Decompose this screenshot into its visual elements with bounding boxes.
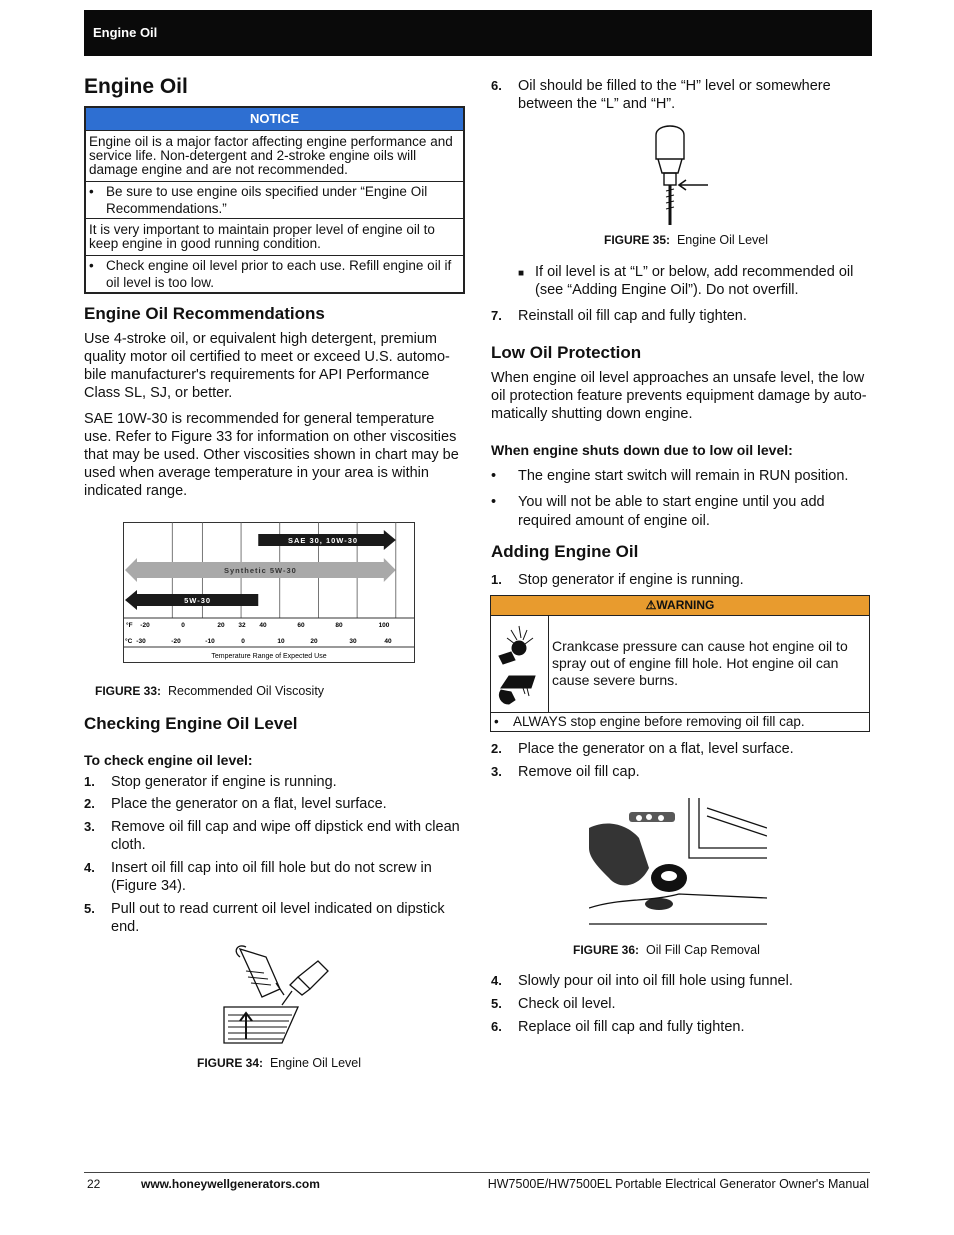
list-item: 4. Slowly pour oil into oil fill hole using funnel.	[491, 973, 793, 989]
notice-box	[84, 106, 465, 294]
checking-heading: Checking Engine Oil Level	[84, 714, 298, 733]
chart-tick-label-f: 100	[378, 622, 390, 629]
low-oil-heading: Low Oil Protection	[491, 343, 642, 362]
adding-heading: Adding Engine Oil	[491, 542, 639, 561]
chart-xlabel: Temperature Range of Expected Use	[211, 653, 327, 660]
adding-steps-a	[491, 740, 869, 781]
warning-text: Crankcase pressure can cause hot engine oil to spray out of engine fill hole. Hot engine oil can cause severe burns.	[552, 638, 848, 688]
footer-website-link[interactable]: www.honeywellgenerators.com	[141, 1177, 320, 1191]
list-item: 6. Oil should be filled to the “H” level or somewhere between the “L” and “H”.	[491, 78, 831, 112]
chart-unit-label-f: °F	[126, 622, 133, 629]
figure-35-caption: FIGURE 35: Engine Oil Level	[604, 233, 768, 247]
chart-tick-label-f: -20	[140, 622, 150, 629]
hot-spray-icon	[491, 616, 548, 712]
chart-tick-label-f: 40	[259, 622, 267, 629]
checking-steps	[84, 773, 461, 936]
level-pointer-arrow-icon	[679, 180, 708, 190]
list-item: • You will not be able to start engine until you add required amount of engine oil.	[491, 494, 825, 529]
figure-36-caption: FIGURE 36: Oil Fill Cap Removal	[573, 943, 760, 957]
right-step-6	[491, 77, 869, 113]
chart-tick-label-c: 40	[384, 638, 392, 645]
list-item: 1. Stop generator if engine is running.	[491, 572, 744, 588]
figure-34-illustration	[218, 943, 333, 1045]
warning-box	[490, 595, 870, 732]
recommendations-paragraph-2: SAE 10W-30 is recommended for general temperature use. Refer to Figure 33 for information on other viscosities that may be used. Other viscosities shown in chart may be used when average temperature in your area is within indicated range.	[84, 411, 459, 499]
list-item: 4. Insert oil fill cap into oil fill hole but do not screw in (Figure 34).	[84, 860, 432, 894]
figure-36-illustration	[589, 798, 767, 932]
section-header-bar	[84, 10, 872, 56]
page-title: Engine Oil	[84, 75, 188, 98]
low-oil-bullets	[491, 467, 869, 531]
engine-block	[224, 1007, 298, 1043]
footer-page-number: 22	[87, 1177, 101, 1191]
square-bullet-icon: ■	[518, 268, 525, 279]
low-oil-subheading: When engine shuts down due to low oil level:	[491, 442, 793, 458]
square-bullet-item: ■ If oil level is at “L” or below, add recommended oil (see “Adding Engine Oil”). Do not overfill.	[518, 264, 854, 298]
figure-35-illustration	[650, 121, 710, 229]
viscosity-bar-label: Synthetic 5W-30	[224, 566, 297, 575]
low-oil-paragraph: When engine oil level approaches an unsafe level, the low oil protection feature prevents equipment damage by auto-matically shutting down engine.	[491, 370, 867, 422]
warning-triangle-icon: ⚠	[645, 598, 657, 612]
dipstick-cap-body	[656, 126, 684, 159]
list-item: 3. Remove oil fill cap and wipe off dipstick end with clean cloth.	[84, 819, 460, 853]
viscosity-bar-label: 5W-30	[184, 596, 212, 605]
list-item: 5. Pull out to read current oil level indicated on dipstick end.	[84, 901, 445, 935]
figure-34-caption: FIGURE 34: Engine Oil Level	[197, 1056, 361, 1070]
level-arrow-icon	[240, 1013, 252, 1039]
notice-paragraph: It is very important to maintain proper level of engine oil to keep engine in good running condition.	[86, 219, 463, 256]
footer-manual-title: HW7500E/HW7500EL Portable Electrical Generator Owner's Manual	[487, 1177, 869, 1191]
viscosity-bar-label: SAE 30, 10W-30	[287, 536, 359, 545]
notice-paragraph: Engine oil is a major factor affecting engine performance and service life. Non-detergent and 2-stroke engine oils will damage engine and are not recommended.	[86, 131, 463, 182]
list-item: 5. Check oil level.	[491, 996, 616, 1012]
list-item: 7. Reinstall oil fill cap and fully tighten.	[491, 308, 747, 324]
notice-bullet: • Be sure to use engine oils specified under “Engine Oil Recommendations.”	[86, 182, 463, 219]
warning-bullet: • ALWAYS stop engine before removing oil fill cap.	[494, 714, 805, 729]
chart-tick-label-f: 20	[217, 622, 225, 629]
chart-tick-label-f: 0	[181, 622, 185, 629]
list-item: 3. Remove oil fill cap.	[491, 764, 640, 780]
chart-tick-label-c: -30	[136, 638, 146, 645]
chart-tick-label-f: 80	[335, 622, 343, 629]
warning-icons	[491, 616, 549, 712]
figure-33-caption: FIGURE 33: Recommended Oil Viscosity	[95, 684, 325, 698]
adding-step-1	[491, 571, 869, 589]
dipstick-cap	[298, 961, 328, 989]
list-item: 2. Place the generator on a flat, level surface.	[84, 796, 387, 812]
chart-tick-label-c: 0	[241, 638, 245, 645]
recommendations-heading: Engine Oil Recommendations	[84, 304, 325, 323]
adding-steps-b	[491, 972, 869, 1036]
chart-tick-label-f: 60	[297, 622, 305, 629]
checking-subheading: To check engine oil level:	[84, 752, 253, 768]
chart-tick-label-c: -10	[205, 638, 215, 645]
list-item: 6. Replace oil fill cap and fully tighten.	[491, 1019, 745, 1035]
warning-header: ⚠WARNING	[491, 596, 869, 616]
list-item: • The engine start switch will remain in RUN position.	[491, 468, 849, 484]
chart-tick-label-c: 30	[349, 638, 357, 645]
notice-bullet: • Check engine oil level prior to each use. Refill engine oil if oil level is too low.	[89, 258, 452, 290]
chart-tick-label-c: -20	[171, 638, 181, 645]
chart-tick-label-c: 10	[277, 638, 285, 645]
right-step-7	[491, 307, 869, 325]
chart-tick-label-f: 32	[238, 622, 246, 629]
chart-tick-label-c: 20	[310, 638, 318, 645]
notice-header: NOTICE	[86, 108, 463, 131]
recommendations-paragraph-1: Use 4-stroke oil, or equivalent high detergent, premium quality motor oil certified to meet or exceed U.S. automo-bile manufacturer's requirements for API Performance Class SL, SJ, or better.	[84, 331, 450, 401]
viscosity-chart	[123, 522, 415, 663]
list-item: 1. Stop generator if engine is running.	[84, 774, 337, 790]
section-header-label: Engine Oil	[93, 25, 158, 40]
chart-unit-label-c: °C	[125, 638, 133, 645]
footer-divider	[84, 1172, 870, 1173]
list-item: 2. Place the generator on a flat, level surface.	[491, 741, 794, 757]
